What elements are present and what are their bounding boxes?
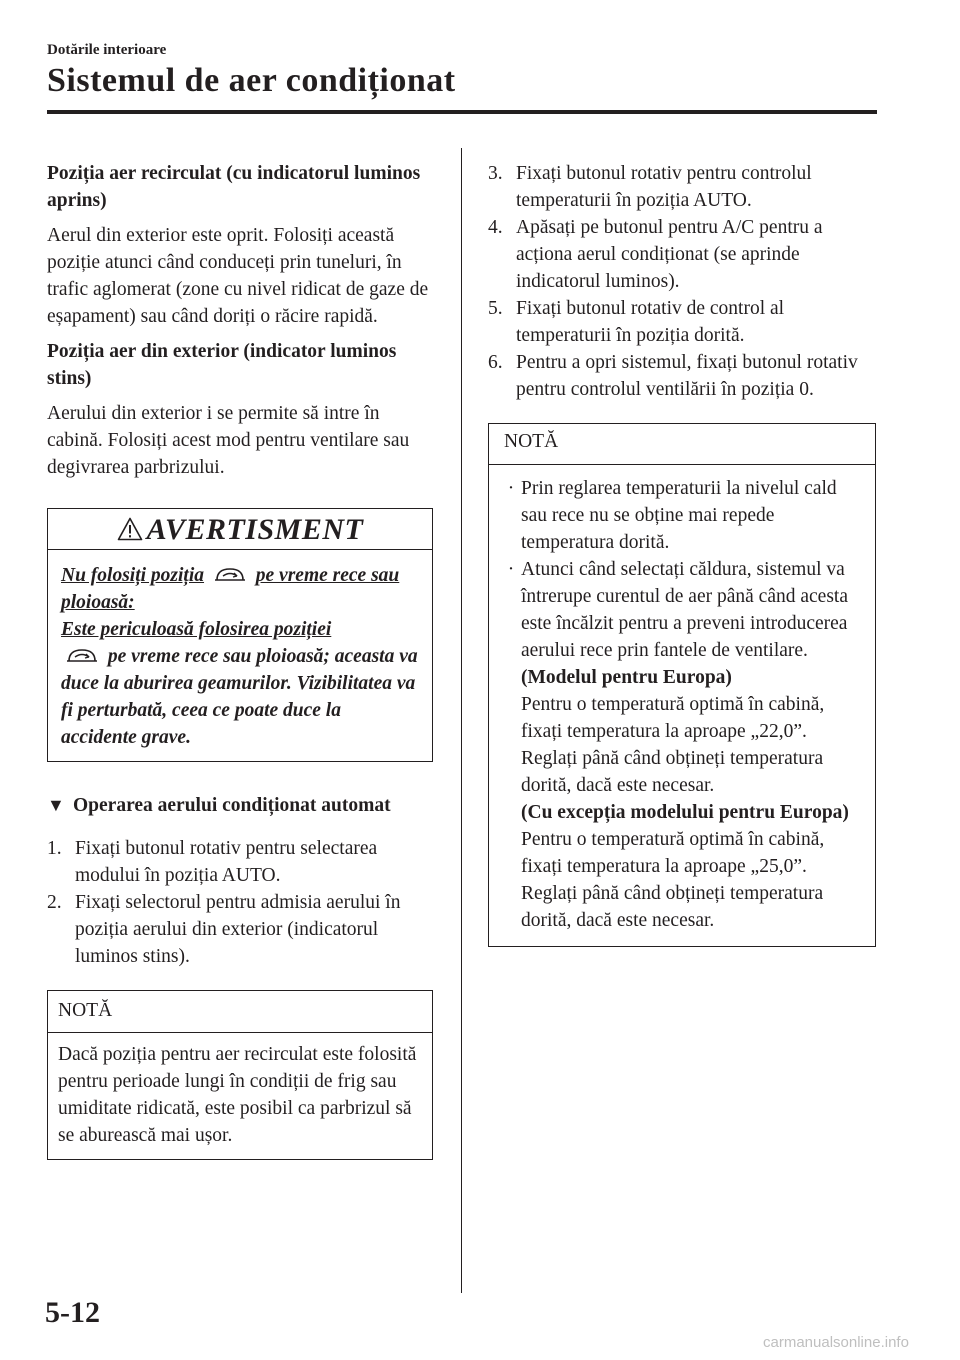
outside-heading: Poziția aer din exterior (indicator luminos stins) <box>47 341 397 389</box>
warning-header <box>48 509 432 550</box>
bullet-text: Prin reglarea temperaturii la nivelul cald sau rece nu se obține mai repede temperatura dorită. <box>521 478 837 553</box>
list-item <box>47 835 432 889</box>
warning-box <box>47 508 433 762</box>
non-europe-text: Pentru o temperatură optimă în cabină, fixați temperatura la aproape „25,0”. Reglați până când obțineți temperatura dorită, dacă este necesar. <box>521 829 825 931</box>
list-item <box>501 475 863 556</box>
warning-line2-b: pe vreme rece sau ploioasă; aceasta va duce la aburirea geamurilor. Vizibilitatea va fi perturbată, ceea ce poate duce la accidente grave. <box>61 646 418 748</box>
section-label: Dotările interioare <box>47 42 167 58</box>
warning-line1-a: Nu folosiți poziția <box>61 565 205 586</box>
list-item <box>488 349 876 403</box>
step-number: 4. <box>488 217 503 238</box>
list-item <box>488 214 876 295</box>
right-column <box>488 160 876 947</box>
note-body <box>489 465 875 946</box>
section-heading <box>47 792 432 819</box>
section-triangle-icon: ▼ <box>47 795 65 815</box>
step-text: Fixați butonul rotativ pentru controlul temperaturii în poziția AUTO. <box>516 163 812 211</box>
page-title: Sistemul de aer condiționat <box>47 62 456 99</box>
list-item <box>501 556 863 934</box>
column-divider <box>461 148 462 1293</box>
note-box-left <box>47 990 433 1160</box>
warning-line1-b: pe vreme rece sau ploioasă: <box>61 565 400 613</box>
left-column <box>47 160 432 1160</box>
steps-list-right <box>488 160 876 403</box>
note-text: Dacă poziția pentru aer recirculat este folosită pentru perioade lungi în condiții de frig sau umiditate ridicată, este posibil ca parbrizul să se aburească mai ușor. <box>58 1044 417 1146</box>
step-number: 1. <box>47 838 62 859</box>
header-rule <box>47 110 877 114</box>
recirculation-icon <box>63 645 101 665</box>
bullet-text: Atunci când selectați căldura, sistemul va întrerupe curentul de aer până când acesta este încălzit pentru a preveni introducerea aerului rece prin fantele de ventilare. <box>521 559 848 661</box>
list-item <box>47 889 432 970</box>
step-text: Fixați butonul rotativ pentru selectarea modului în poziția AUTO. <box>75 838 378 886</box>
note-bullets <box>501 475 863 934</box>
note-box-right <box>488 423 876 947</box>
watermark: carmanualsonline.info <box>763 1334 909 1351</box>
non-europe-heading: (Cu excepția modelului pentru Europa) <box>521 802 849 823</box>
recirculation-icon <box>211 564 249 584</box>
outside-text: Aerului din exterior i se permite să intre în cabină. Folosiți acest mod pentru ventilare sau degivrarea parbrizului. <box>47 403 410 478</box>
steps-list-left <box>47 835 432 970</box>
warning-title: AVERTISMENT <box>146 512 364 546</box>
europe-text: Pentru o temperatură optimă în cabină, fixați temperatura la aproape „22,0”. Reglați până când obțineți temperatura dorită, dacă este necesar. <box>521 694 825 796</box>
step-number: 6. <box>488 352 503 373</box>
list-item <box>488 160 876 214</box>
warning-line2-a: Este periculoasă folosirea poziției <box>61 619 332 640</box>
warning-body <box>48 550 432 761</box>
europe-heading: (Modelul pentru Europa) <box>521 667 732 688</box>
note-title: NOTĂ <box>489 424 875 465</box>
warning-triangle-icon <box>117 517 143 541</box>
section-heading-text: Operarea aerului condiționat automat <box>73 795 391 816</box>
bullet-dot-icon: · <box>507 478 515 499</box>
step-text: Fixați butonul rotativ de control al temperaturii în poziția dorită. <box>516 298 785 346</box>
list-item <box>488 295 876 349</box>
step-number: 2. <box>47 892 62 913</box>
step-text: Fixați selectorul pentru admisia aerului în poziția aerului din exterior (indicatorul luminos stins). <box>75 892 401 967</box>
step-text: Apăsați pe butonul pentru A/C pentru a acționa aerul condiționat (se aprinde indicatorul luminos). <box>516 217 823 292</box>
note-title: NOTĂ <box>48 991 432 1033</box>
bullet-content <box>521 556 863 934</box>
page-number: 5-12 <box>45 1296 100 1329</box>
recirc-text: Aerul din exterior este oprit. Folosiți această poziție atunci când conduceți prin tuneluri, în trafic aglomerat (zone cu nivel ridicat de gaze de eșapament) sau când doriți o răcire rapidă. <box>47 225 429 327</box>
step-number: 5. <box>488 298 503 319</box>
step-text: Pentru a opri sistemul, fixați butonul rotativ pentru controlul ventilării în poziția 0. <box>516 352 858 400</box>
step-number: 3. <box>488 163 503 184</box>
bullet-dot-icon: · <box>507 559 515 580</box>
recirc-heading: Poziția aer recirculat (cu indicatorul luminos aprins) <box>47 163 421 211</box>
